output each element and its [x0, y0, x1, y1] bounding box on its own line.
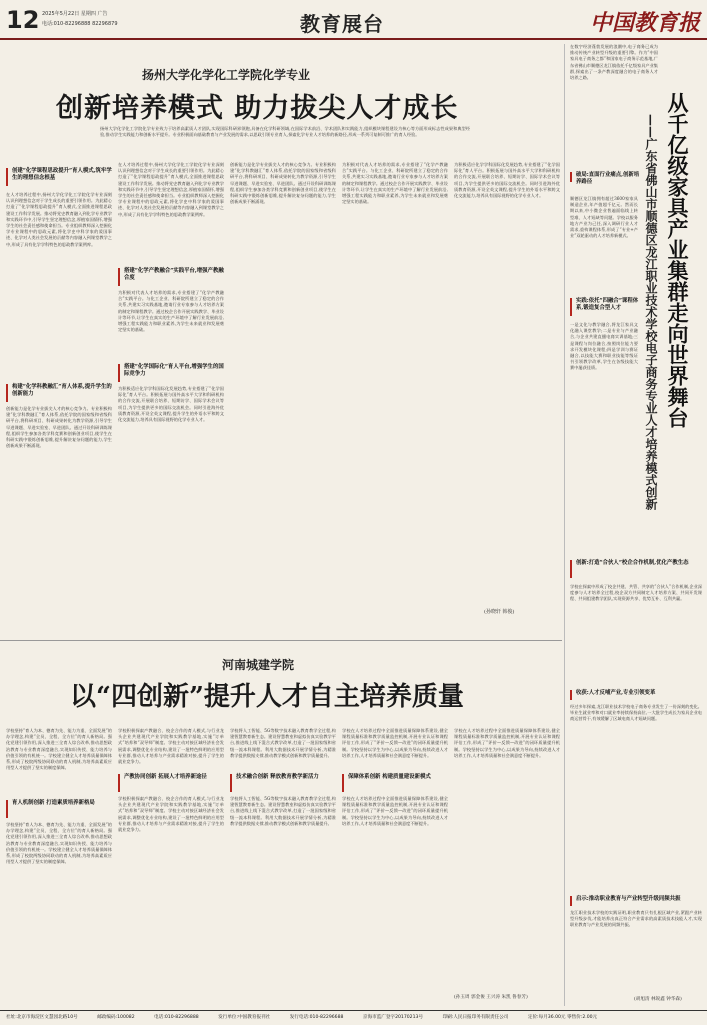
article1-column4: 为积极对代表人才培养的需求,专业搭建了“化学产教融合”实践平台。与化工企业、科研院所建立了稳定的合作关系,共建实习实践基地,邀请行业专家参与人才培养方案的制定和课程教学。通过校企合作开展实践教学、毕业设计等环节,让学生在真实的生产环境中了解行业发展前沿,增强工程实践能力和职业素养,为学生未来就业和发展奠定坚实的基础。 [342, 162, 448, 205]
date-line: 2025年5月22日 星期四 广告 [42, 11, 108, 17]
column-divider [564, 44, 565, 1006]
section-marker [118, 774, 120, 792]
footer-issue-phone: 发行电话:010-82296688 [289, 1015, 344, 1020]
article-divider [0, 640, 562, 641]
article2-title: 以“四创新”提升人才自主培养质量 [70, 682, 464, 712]
article1-section3-heading: 搭建“化学产教融合”实践平台,增强产教融合度 [124, 268, 224, 281]
article1-section1-heading: 创建“化学课程思政提升”育人模式,筑牢学生的理想信念根基 [12, 168, 112, 181]
article1-section3-body: 为积极对代表人才培养的需求,专业搭建了“化学产教融合”实践平台。与化工企业、科研院所建立了稳定的合作关系,共建实习实践基地,邀请行业专家参与人才培养方案的制定和课程教学。通过校企合作开展实践教学、毕业设计等环节,让学生在真实的生产环境中了解行业发展前沿,增强工程实践能力和职业素养,为学生未来就业和发展奠定坚实的基础。 [118, 290, 224, 333]
article2-section3-body: 学校将人工智能、5G等数字技术融入教育教学全过程,构建智慧教育新生态。建设智慧教室和虚拟仿真实验教学平台,推进线上线下混合式教学改革,打造了一批国家级和省级一流本科课程。利用大数据技术开展学情分析,为精准教学提供数据支撑,推动教学模式创新和教学质量提升。 [230, 796, 336, 826]
article1-section4-body: 为积极适应化学学科国际化发展趋势,专业搭建了“化学国际化”育人平台。积极拓展与国外高水平大学和科研机构的合作交流,开展联合培养、短期访学、国际学术会议等项目,为学生提供更多的国际交流机会。同时引进海外优质教育资源,开设全英文课程,提升学生的外语水平和跨文化交流能力,培养具有国际视野的化学专业人才。 [118, 386, 224, 423]
section-marker [6, 384, 8, 402]
footer-printer: 印刷:人民日报印务有限责任公司 [442, 1015, 509, 1020]
footer-postcode: 邮政编码:100082 [97, 1015, 135, 1020]
article2-signature: (孙玉周 郭金俊 王兴涛 朱凯 鲁春芳) [454, 995, 528, 1000]
article2-section1-body: 学校坚持“育人为本、德育为先、能力为重、全面发展”的办学理念,构建“全员、全程、全方位”的育人新格局。强化党建引领作用,深入推进三全育人综合改革,推动思想政治教育与专业教育深度融合,实现知识传授、能力培养与价值引领的有机统一。学校建立健全人才培养质量保障体系,形成了校院两级协同联动的育人机制,为培养高素质应用型人才提供了坚实的制度保障。 [6, 822, 112, 865]
section-marker [6, 168, 8, 186]
article3-section1-body: 顺德区龙江镇拥有超过3600家家具制造企业,年产值超千亿元。然而长期以来,中小微企业普遍面临线上转型难、人才短缺等问题。学校以服务地方产业为己任,深入调研行业人才需求,重构课程体系,形成了“专业+产业”双轮驱动的人才培养新模式。 [570, 196, 638, 239]
footer-price: 定价:每月36.00元 零售价:2.00元 [527, 1015, 598, 1020]
section-marker [570, 896, 572, 906]
article3-section2-body: 一是文化与教学融合,将龙江家具文化融入课堂教学;二是专业与产业融合,与企业共建直播电商实训基地;三是课程与岗位融合,按照岗位能力要求开发模块化课程;四是学训与赛证融合,以技能大赛和职业技能等级证书引领教学改革,学生在各级技能大赛中屡获佳绩。 [570, 322, 638, 371]
article1-signature: (孙晓轩 韩俊) [484, 609, 515, 615]
article1-column2: 在人才培养过程中,扬州大学化学化工学院化学专业深刻认识到理想信念对于学生成长的重要引领作用。为此精心打造了“化学课程思政提升”育人模式,全面推进课程思政建设工作科学发展。推动将党史教育融入到化学专业教学和实践环节中,引导学生坚定理想信念,厚植家国情怀,增强学生的社会责任感和使命担当。专业组织教师深入挖掘化学专业课程中的思政元素,将化学史中科学家的爱国事迹、化学对人类社会发展的贡献等内容融入到课堂教学之中,形成了具有化学学科特色的思政教学案例库。 [118, 162, 224, 217]
article2-section2-body: 学校积极探索产教融合、校企合作的育人模式,与行业龙头企业共建现代产业学院和实践教学基地,实施“订单式”培养和“双导师”制度。学校主动对接区域经济社会发展需求,调整优化专业结构,建设了一批特色鲜明的应用型专业群,推动人才培养与产业需求精准对接,提升了学生的就业竞争力。 [118, 796, 224, 833]
section-marker [570, 172, 572, 182]
section-marker [570, 560, 572, 578]
page-number: 12 [6, 6, 40, 34]
article1-title: 创新培养模式 助力拔尖人才成长 [56, 93, 459, 124]
article2-column2: 学校积极探索产教融合、校企合作的育人模式,与行业龙头企业共建现代产业学院和实践教学基地,实施“订单式”培养和“双导师”制度。学校主动对接区域经济社会发展需求,调整优化专业结构,建设了一批特色鲜明的应用型专业群,推动人才培养与产业需求精准对接,提升了学生的就业竞争力。 [118, 728, 224, 765]
article1-section4-heading: 搭建“化学国际化”育人平台,增强学生的国际竞争力 [124, 364, 224, 377]
article3-signature: (胡旭清 林锐鑫 钟华森) [634, 997, 682, 1002]
page-footer [0, 1010, 707, 1025]
article2-column3: 学校将人工智能、5G等数字技术融入教育教学全过程,构建智慧教育新生态。建设智慧教室和虚拟仿真实验教学平台,推进线上线下混合式教学改革,打造了一批国家级和省级一流本科课程。利用大数据技术开展学情分析,为精准教学提供数据支撑,推动教学模式创新和教学质量提升。 [230, 728, 336, 758]
footer-address: 社址:北京市海淀区文慧园北路10号 [6, 1015, 78, 1020]
article3-section3-heading: 创新:打造“合伙人”校企合作机制,优化产教生态 [576, 560, 689, 566]
article3-section1-heading: 破局:直面行业痛点,创新培养路径 [576, 172, 640, 185]
article3-section3-body: 学校在探索中形成了校企共建、共管、共享的“合伙人”合作机制,企业深度参与人才培养全过程,校企双方共同制定人才培养方案、共同开发课程、共同组建教学团队,实现资源共享、优势互补、互利共赢。 [570, 584, 702, 602]
phone-line: 电话:010-82296888 82296879 [42, 21, 118, 27]
article2-subtitle: 河南城建学院 [222, 658, 295, 672]
article3-lead: 在数字经济蓬勃发展的浪潮中,电子商务已成为推动传统产业转型升级的重要引擎。作为“中国家具电子商务之都”和国家电子商务示范基地,广东省佛山市顺德区龙江镇依托千亿级家具产业集群,探索出了一条产教深度融合的电子商务人才培养之路。 [570, 44, 658, 81]
article1-column5: 为积极适应化学学科国际化发展趋势,专业搭建了“化学国际化”育人平台。积极拓展与国外高水平大学和科研机构的合作交流,开展联合培养、短期访学、国际学术会议等项目,为学生提供更多的国际交流机会。同时引进海外优质教育资源,开设全英文课程,提升学生的外语水平和跨文化交流能力,培养具有国际视野的化学专业人才。 [454, 162, 560, 199]
section-marker [570, 298, 572, 316]
section-title: 教育展台 [300, 12, 384, 36]
article3-section4-body: 经过多年探索,龙江职业技术学校电子商务专业发生了一份深刻的变化。毕业生就业率和对口就业率持续保持高位,一大批学生成长为家具企业电商运营骨干,有效缓解了区域电商人才短缺问题。 [570, 704, 702, 722]
article1-section1-body: 在人才培养过程中,扬州大学化学化工学院化学专业深刻认识到理想信念对于学生成长的重要引领作用。为此精心打造了“化学课程思政提升”育人模式,全面推进课程思政建设工作科学发展。推动将党史教育融入到化学专业教学和实践环节中,引导学生坚定理想信念,厚植家国情怀,增强学生的社会责任感和使命担当。专业组织教师深入挖掘化学专业课程中的思政元素,将化学史中科学家的爱国事迹、化学对人类社会发展的贡献等内容融入到课堂教学之中,形成了具有化学学科特色的思政教学案例库。 [6, 192, 112, 247]
article1-intro: 扬州大学化学化工学院化学专业致力于培养高素质人才团队,实现国际科研界领跑,具备在化学科研领域,在国际学术前沿、学术团队和实践能力,组织模块课程建设为核心等方面形成标志性成果和典型经验,推动学生实践能力和创新水平提升。专业积极面向基础教育与产业发展的需求,以思政引领专业育人,探索化学专业人才培养的新路径,形成一系列可复制可推广的育人经验。 [100, 126, 470, 138]
footer-phone: 电话:010-82296888 [154, 1015, 199, 1020]
article1-subtitle: 扬州大学化学化工学院化学专业 [142, 68, 311, 82]
section-marker [342, 774, 344, 792]
article2-column4: 学校在人才培养过程中全面推进质量保障体系建设,健全课程质量标准和教学质量监控机制,开展专业认证和课程评估工作,形成了“评价—反馈—改进”的闭环质量提升机制。学校坚持以学生为中心,以成果为导向,持续改进人才培养工作,人才培养质量和社会满意度不断提升。 [342, 728, 448, 758]
footer-issue-unit: 发行单位:中国教育报刊社 [218, 1015, 271, 1020]
article3-title: 从千亿级家具产业集群走向世界舞台 [665, 92, 689, 428]
article2-section1-heading: 育人机制创新 打造素质培养新格局 [12, 800, 95, 806]
section-marker [570, 690, 572, 700]
article2-section3-heading: 技术融合创新 释放教育教学新活力 [236, 774, 319, 780]
header-rule [0, 38, 707, 40]
article1-section2-heading: 构建“化学科教融汇”育人体系,提升学生的创新能力 [12, 384, 112, 397]
article3-subtitle: ——广东省佛山市顺德区龙江职业技术学校电子商务专业人才培养模式创新 [644, 114, 658, 510]
article2-section2-heading: 产教协同创新 拓展人才培养新途径 [124, 774, 207, 780]
newspaper-logo: 中国教育报 [590, 10, 701, 36]
article2-section4-heading: 保障体系创新 构建质量建设新模式 [348, 774, 431, 780]
section-marker [230, 774, 232, 792]
section-marker [6, 800, 8, 818]
article3-section4-heading: 收获:人才反哺产业,专业引领变革 [576, 690, 656, 696]
article3-section2-heading: 实践:依托“四融合”课程体系,锻造复合型人才 [576, 298, 639, 311]
footer-license: 京海市监广登字20170213号 [362, 1015, 424, 1020]
section-marker [118, 268, 120, 286]
article1-column3: 创新能力是化学专业拔尖人才的核心竞争力。专业积极构建“化学科教融汇”育人体系,依托学院的国家级和省级科研平台,将科研项目、科研成果转化为教学资源,引导学生早进课题、早进实验室、早进团队。通过开设科研训练课程,组织学生参加各类学科竞赛和创新创业项目,使学生在科研实践中锻炼创新思维,提升解决复杂问题的能力,学生创新成果不断涌现。 [230, 162, 336, 205]
article2-section4-body: 学校在人才培养过程中全面推进质量保障体系建设,健全课程质量标准和教学质量监控机制,开展专业认证和课程评估工作,形成了“评价—反馈—改进”的闭环质量提升机制。学校坚持以学生为中心,以成果为导向,持续改进人才培养工作,人才培养质量和社会满意度不断提升。 [342, 796, 448, 826]
article1-section2-body: 创新能力是化学专业拔尖人才的核心竞争力。专业积极构建“化学科教融汇”育人体系,依托学院的国家级和省级科研平台,将科研项目、科研成果转化为教学资源,引导学生早进课题、早进实验室、早进团队。通过开设科研训练课程,组织学生参加各类学科竞赛和创新创业项目,使学生在科研实践中锻炼创新思维,提升解决复杂问题的能力,学生创新成果不断涌现。 [6, 406, 112, 449]
article2-intro: 学校坚持“育人为本、德育为先、能力为重、全面发展”的办学理念,构建“全员、全程、全方位”的育人新格局。强化党建引领作用,深入推进三全育人综合改革,推动思想政治教育与专业教育深度融合,实现知识传授、能力培养与价值引领的有机统一。学校建立健全人才培养质量保障体系,形成了校院两级协同联动的育人机制,为培养高素质应用型人才提供了坚实的制度保障。 [6, 728, 112, 771]
article2-column5: 学校在人才培养过程中全面推进质量保障体系建设,健全课程质量标准和教学质量监控机制,开展专业认证和课程评估工作,形成了“评价—反馈—改进”的闭环质量提升机制。学校坚持以学生为中心,以成果为导向,持续改进人才培养工作,人才培养质量和社会满意度不断提升。 [454, 728, 560, 758]
article3-section5-body: 龙江职业技术学校的实践证明,职业教育只有扎根区域产业,紧跟产业转型升级步伐,才能培养出真正符合产业需求的高素质技术技能人才,实现职业教育与产业发展的同频共振。 [570, 910, 702, 928]
article3-section5-heading: 启示:推动职业教育与产业转型升级同频共振 [576, 896, 681, 902]
section-marker [118, 364, 120, 382]
